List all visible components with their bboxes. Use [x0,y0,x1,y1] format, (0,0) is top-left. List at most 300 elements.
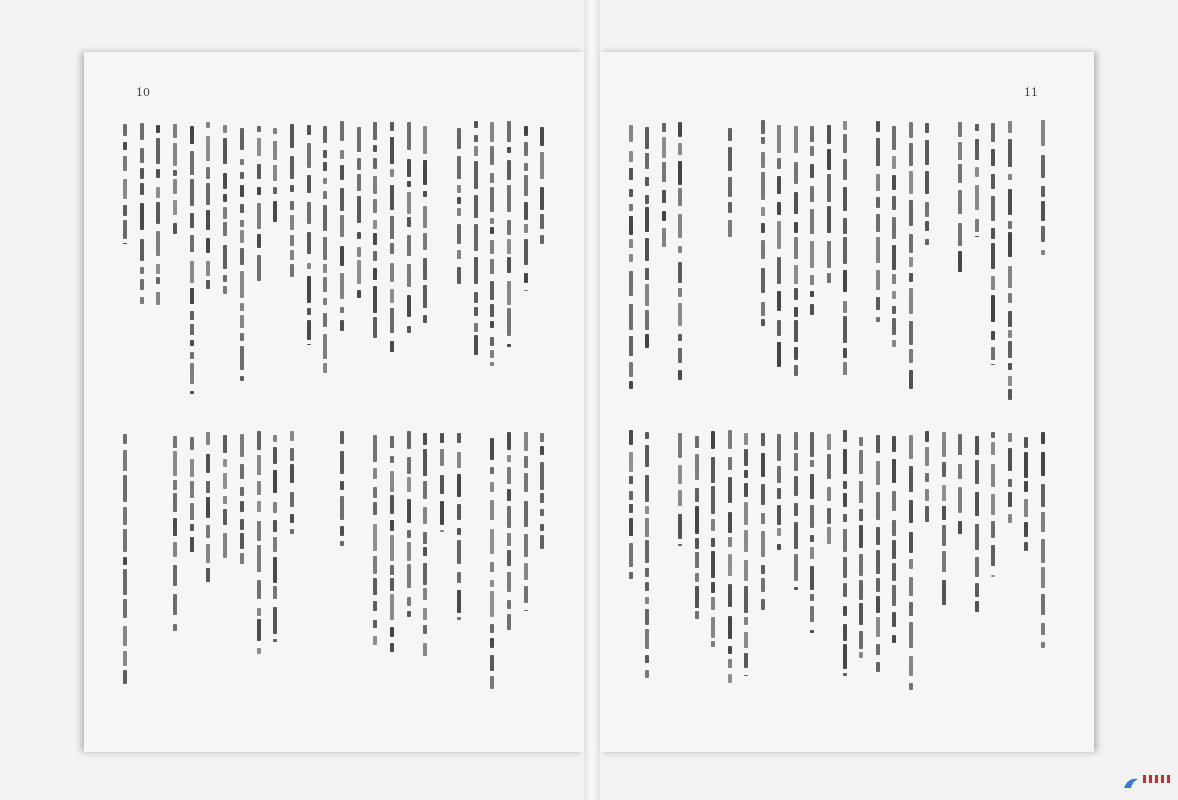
text-column [1005,120,1016,692]
script-glyph [123,626,127,646]
script-glyph [859,450,863,474]
script-glyph [991,347,995,360]
script-glyph [991,243,995,269]
script-glyph [925,489,929,501]
script-glyph [794,365,798,375]
script-glyph [457,590,461,613]
script-glyph [629,362,633,377]
script-glyph [892,318,896,334]
script-glyph [991,228,995,239]
text-column [454,120,465,692]
script-glyph [273,187,277,194]
script-glyph [440,449,444,466]
script-glyph [223,194,227,202]
script-glyph [290,492,294,507]
script-glyph [629,216,633,235]
script-glyph [540,214,544,228]
script-glyph [991,575,995,577]
script-glyph [761,599,765,611]
script-glyph [892,540,896,559]
script-glyph [507,572,511,592]
script-glyph [909,656,913,676]
script-glyph [190,391,194,394]
script-glyph [240,487,244,495]
vertical-text-block-left [120,120,554,692]
script-glyph [423,481,427,499]
script-glyph [407,159,411,178]
script-glyph [695,488,699,502]
script-glyph [257,431,261,450]
script-glyph [123,179,127,199]
script-glyph [373,317,377,338]
script-glyph [140,267,144,274]
script-glyph [1041,512,1045,532]
script-glyph [440,475,444,494]
script-glyph [909,370,913,388]
script-glyph [645,207,649,232]
script-glyph [373,286,377,314]
script-glyph [323,277,327,292]
text-column [791,120,802,692]
script-glyph [827,527,831,543]
script-glyph [507,455,511,462]
script-glyph [240,346,244,370]
script-glyph [490,624,494,633]
script-glyph [390,594,394,619]
script-glyph [123,670,127,685]
script-glyph [843,430,847,442]
script-glyph [273,470,277,493]
script-glyph [407,264,411,286]
script-glyph [206,183,210,205]
script-glyph [507,257,511,272]
script-glyph [909,122,913,137]
script-glyph [892,274,896,284]
script-glyph [859,603,863,625]
script-glyph [540,524,544,531]
script-glyph [892,156,896,170]
script-glyph [810,209,814,234]
script-glyph [524,501,528,528]
page-number-left: 10 [136,86,150,99]
script-glyph [390,169,394,176]
script-glyph [457,267,461,283]
script-glyph [794,522,798,548]
text-column [120,120,131,692]
script-glyph [678,334,682,341]
script-glyph [507,147,511,153]
script-glyph [474,307,478,315]
script-glyph [810,566,814,590]
script-glyph [240,220,244,226]
script-glyph [1008,266,1012,289]
script-glyph [490,337,494,346]
script-glyph [373,199,377,213]
script-glyph [323,334,327,359]
script-glyph [123,507,127,525]
script-glyph [390,471,394,491]
script-glyph [340,431,344,444]
script-glyph [1008,433,1012,443]
script-glyph [909,349,913,363]
script-glyph [323,126,327,142]
script-glyph [240,230,244,243]
script-glyph [991,174,995,189]
script-glyph [123,205,127,216]
script-glyph [1024,437,1028,448]
script-glyph [678,143,682,154]
text-column [170,120,181,692]
script-glyph [290,448,294,461]
script-glyph [457,197,461,204]
text-column [873,120,884,692]
script-glyph [140,123,144,140]
script-glyph [761,120,765,133]
script-glyph [490,362,494,367]
script-glyph [777,505,781,525]
script-glyph [123,651,127,667]
script-glyph [925,171,929,194]
script-glyph [794,265,798,284]
script-glyph [173,143,177,166]
script-glyph [810,275,814,285]
script-glyph [524,473,528,492]
text-column [537,120,548,692]
script-glyph [876,197,880,208]
text-column [471,120,482,692]
text-column [203,120,214,692]
script-glyph [843,481,847,489]
script-glyph [1008,221,1012,228]
script-glyph [876,237,880,262]
script-glyph [777,202,781,215]
script-glyph [728,554,732,576]
script-glyph [190,340,194,346]
script-glyph [190,288,194,304]
script-glyph [892,612,896,627]
script-glyph [440,433,444,443]
script-glyph [474,121,478,127]
script-glyph [190,437,194,451]
script-glyph [307,143,311,168]
script-glyph [876,550,880,575]
script-glyph [794,222,798,233]
script-glyph [678,370,682,380]
script-glyph [678,514,682,539]
script-glyph [629,168,633,181]
right-page [600,52,1094,752]
script-glyph [373,251,377,261]
script-glyph [892,126,896,150]
script-glyph [340,273,344,299]
script-glyph [728,584,732,607]
script-glyph [373,620,377,628]
script-glyph [173,170,177,176]
script-glyph [540,446,544,455]
script-glyph [876,527,880,545]
script-glyph [140,279,144,290]
script-glyph [373,556,377,574]
script-glyph [744,632,748,648]
script-glyph [390,565,394,574]
script-glyph [123,142,127,150]
script-glyph [507,614,511,630]
script-glyph [223,286,227,294]
script-glyph [457,617,461,620]
script-glyph [206,454,210,474]
script-glyph [827,206,831,233]
script-glyph [629,304,633,330]
script-glyph [206,481,210,493]
script-glyph [423,643,427,655]
script-glyph [991,295,995,322]
script-glyph [206,136,210,161]
script-glyph [975,139,979,160]
script-glyph [843,449,847,474]
script-glyph [357,196,361,223]
script-glyph [373,601,377,611]
script-glyph [490,321,494,328]
script-glyph [827,125,831,144]
script-glyph [662,137,666,158]
script-glyph [390,627,394,638]
script-glyph [273,447,277,464]
script-glyph [925,473,929,482]
script-glyph [810,186,814,202]
script-glyph [892,635,896,643]
script-glyph [678,262,682,283]
script-glyph [777,528,781,536]
script-glyph [123,124,127,135]
script-glyph [156,277,160,283]
script-glyph [876,214,880,232]
script-glyph [843,121,847,130]
script-glyph [223,138,227,164]
script-glyph [457,452,461,469]
script-glyph [1008,448,1012,471]
script-glyph [695,538,699,549]
script-glyph [761,223,765,233]
script-glyph [909,288,913,314]
script-glyph [423,315,427,323]
script-glyph [340,541,344,546]
script-glyph [307,308,311,315]
script-glyph [190,151,194,175]
text-column [626,120,637,692]
script-glyph [357,127,361,151]
script-glyph [357,174,361,191]
script-glyph [678,288,682,296]
script-glyph [490,482,494,492]
script-glyph [645,629,649,649]
script-glyph [390,535,394,561]
script-glyph [257,234,261,248]
left-page [84,52,584,752]
script-glyph [507,600,511,609]
script-glyph [794,192,798,214]
script-glyph [190,213,194,228]
script-glyph [991,123,995,143]
script-glyph [373,502,377,515]
script-glyph [777,488,781,499]
script-glyph [457,474,461,497]
script-glyph [711,431,715,449]
script-glyph [909,466,913,493]
script-glyph [794,320,798,342]
script-glyph [645,597,649,604]
script-glyph [507,160,511,180]
script-glyph [810,535,814,543]
script-glyph [810,304,814,315]
script-glyph [843,557,847,579]
script-glyph [190,311,194,320]
script-glyph [794,453,798,471]
script-glyph [761,319,765,326]
script-glyph [223,473,227,489]
script-glyph [1041,539,1045,563]
script-glyph [156,231,160,256]
script-glyph [490,500,494,521]
script-glyph [629,476,633,484]
script-glyph [876,578,880,592]
script-glyph [423,233,427,250]
script-glyph [629,430,633,445]
script-glyph [645,655,649,663]
script-glyph [859,554,863,577]
script-glyph [975,524,979,550]
script-glyph [240,376,244,381]
script-glyph [744,675,748,676]
script-glyph [827,434,831,450]
script-glyph [744,470,748,478]
script-glyph [407,499,411,523]
script-glyph [843,159,847,180]
text-column [906,120,917,692]
script-glyph [744,586,748,613]
script-glyph [223,245,227,269]
script-glyph [474,146,478,157]
script-glyph [925,140,929,164]
script-glyph [810,547,814,559]
script-glyph [794,288,798,300]
script-glyph [240,553,244,565]
script-glyph [323,191,327,200]
script-glyph [273,502,277,513]
script-glyph [340,215,344,237]
script-glyph [206,167,210,179]
script-glyph [407,192,411,215]
script-glyph [1008,121,1012,134]
script-glyph [407,530,411,538]
script-glyph [373,578,377,594]
script-glyph [340,150,344,160]
script-glyph [206,568,210,581]
text-column [725,120,736,692]
script-glyph [474,257,478,284]
script-glyph [991,331,995,340]
script-glyph [794,237,798,259]
script-glyph [876,461,880,485]
script-glyph [645,310,649,330]
script-glyph [678,465,682,484]
script-glyph [678,188,682,206]
script-glyph [540,235,544,243]
script-glyph [810,164,814,178]
script-glyph [507,220,511,235]
script-glyph [876,270,880,291]
script-glyph [810,460,814,467]
script-glyph [507,281,511,305]
script-glyph [777,466,781,483]
script-glyph [810,241,814,268]
script-glyph [629,189,633,197]
script-glyph [1041,567,1045,588]
script-glyph [991,464,995,487]
script-glyph [794,347,798,360]
script-glyph [810,432,814,457]
script-glyph [1041,226,1045,242]
script-glyph [273,639,277,642]
script-glyph [340,121,344,141]
script-glyph [942,525,946,546]
script-glyph [240,172,244,179]
script-glyph [777,342,781,367]
script-glyph [357,290,361,298]
script-glyph [794,587,798,590]
script-glyph [662,190,666,203]
script-glyph [975,436,979,456]
script-glyph [290,431,294,441]
script-glyph [909,273,913,282]
script-glyph [390,436,394,447]
text-column [741,120,752,692]
script-glyph [240,204,244,213]
script-glyph [794,554,798,580]
script-glyph [744,560,748,580]
text-column [1021,120,1032,692]
script-glyph [540,152,544,180]
script-glyph [892,245,896,270]
script-glyph [323,264,327,273]
script-glyph [140,239,144,261]
script-glyph [728,177,732,197]
script-glyph [223,435,227,454]
script-glyph [257,580,261,600]
script-glyph [173,451,177,476]
script-glyph [190,179,194,206]
script-glyph [777,125,781,152]
script-glyph [457,128,461,149]
script-glyph [843,529,847,552]
script-glyph [629,125,633,143]
script-glyph [540,187,544,210]
script-glyph [156,125,160,133]
script-glyph [390,137,394,164]
script-glyph [474,323,478,331]
script-glyph [257,545,261,572]
script-glyph [728,674,732,683]
script-glyph [173,493,177,512]
script-glyph [507,506,511,528]
script-glyph [728,220,732,237]
script-glyph [876,297,880,310]
script-glyph [728,659,732,667]
script-glyph [340,451,344,474]
script-glyph [794,162,798,185]
script-glyph [457,250,461,259]
script-glyph [958,521,962,534]
script-glyph [1024,542,1028,551]
